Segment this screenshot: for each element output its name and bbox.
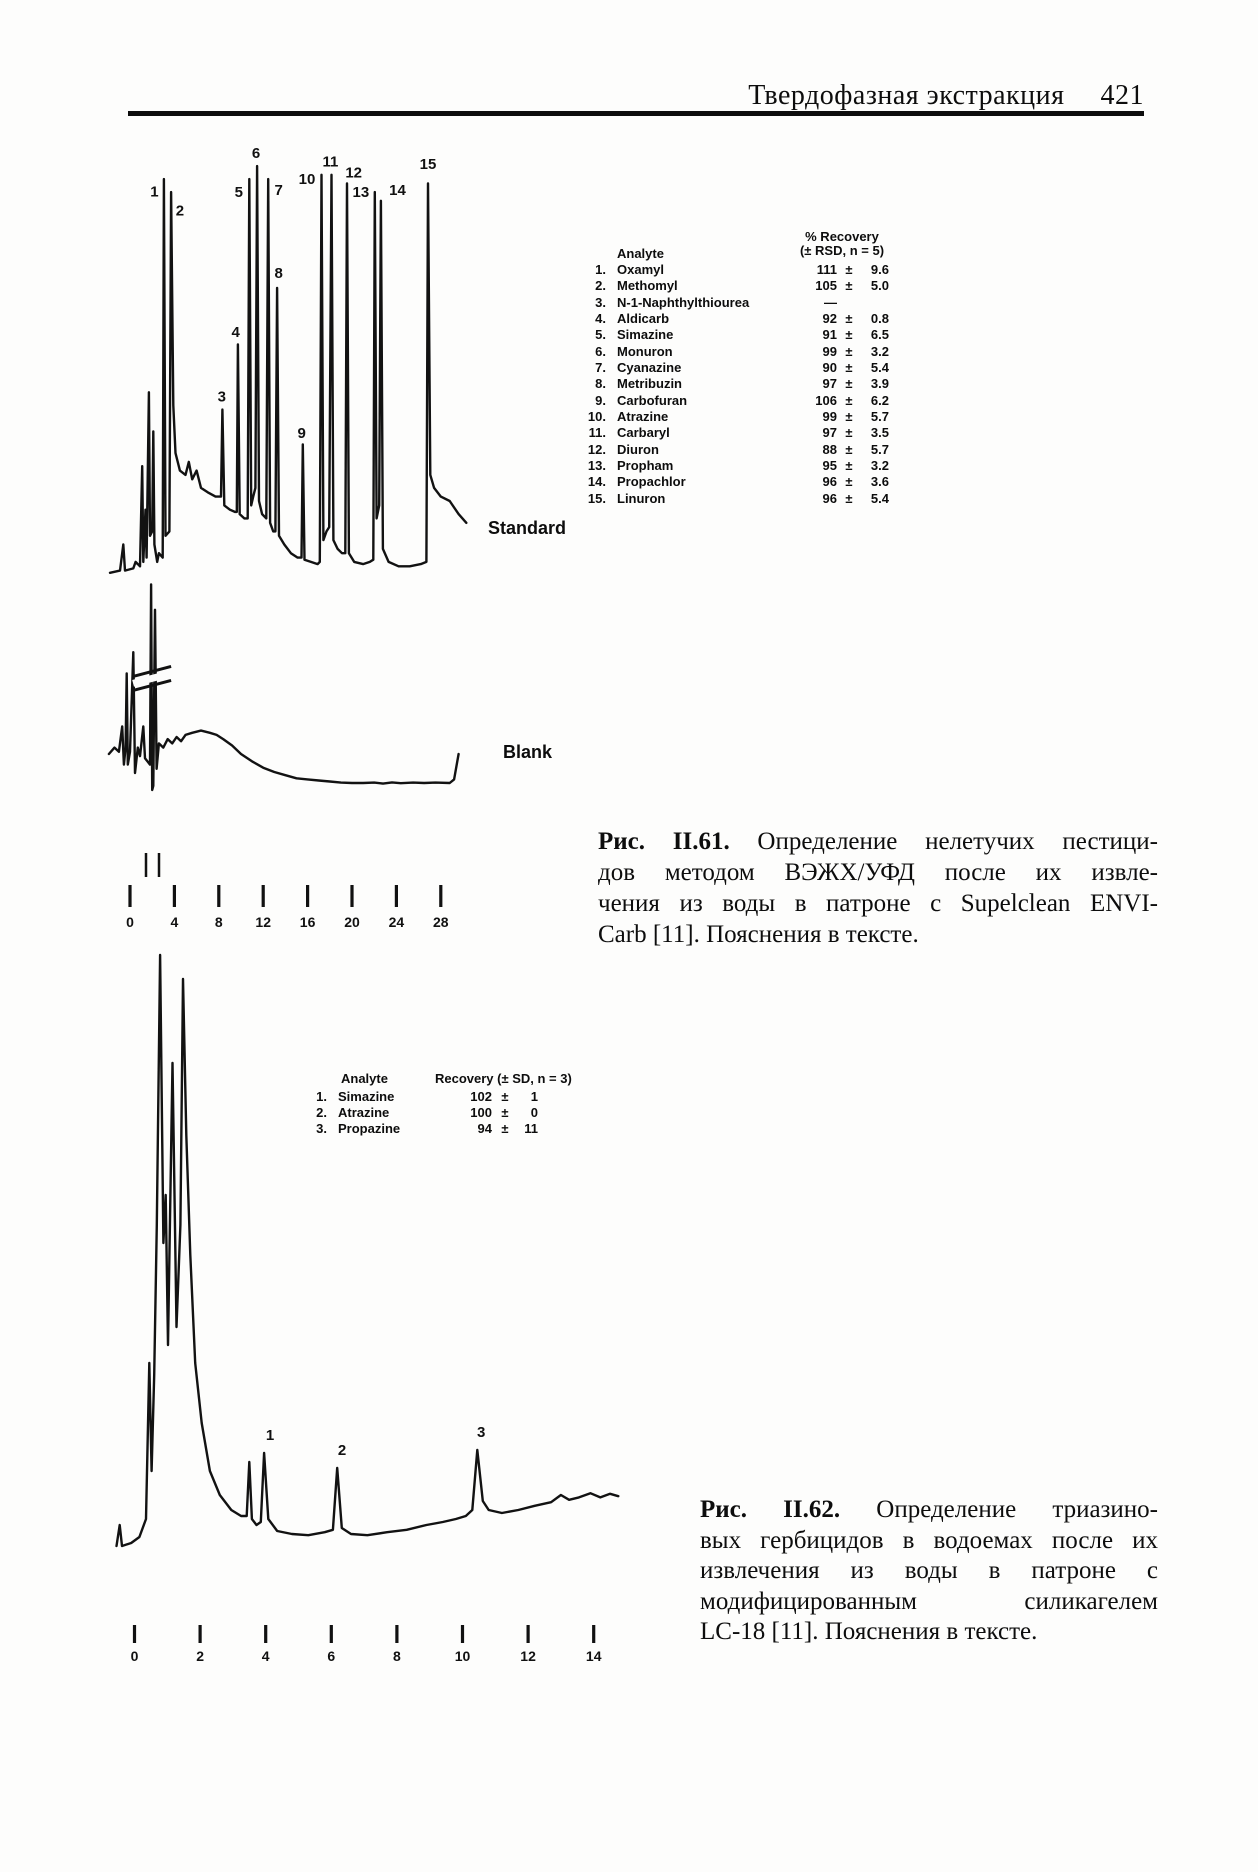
cell-number: 3. <box>316 1121 327 1137</box>
cell-recovery: 97 <box>822 376 837 392</box>
peak-label: 5 <box>234 184 243 202</box>
axis-tick-label: 24 <box>388 914 405 930</box>
recovery-column-header <box>772 230 912 258</box>
cell-number: 1. <box>316 1089 327 1104</box>
cell-plusminus: ± <box>845 474 853 490</box>
cell-plusminus: ± <box>501 1121 509 1137</box>
peak-label: 9 <box>297 425 306 443</box>
axis-tick-label: 8 <box>393 1648 401 1664</box>
caption-text-line: модифицированным силикагелем <box>700 1587 1158 1615</box>
cell-recovery: 90 <box>822 360 837 376</box>
axis-tick-label: 6 <box>327 1648 336 1664</box>
cell-plusminus: ± <box>845 343 853 359</box>
cell-plusminus: ± <box>845 409 853 425</box>
cell-deviation: 0.8 <box>870 311 889 327</box>
cell-deviation: 5.4 <box>870 360 889 376</box>
cell-deviation: 6.2 <box>870 392 889 408</box>
cell-recovery: 100 <box>470 1105 492 1121</box>
cell-number: 8. <box>595 376 606 392</box>
axis-tick-label: 2 <box>196 1648 204 1664</box>
cell-analyte: Simazine <box>338 1089 395 1104</box>
peak-label: 6 <box>251 145 261 162</box>
cell-recovery: 95 <box>822 458 837 474</box>
cell-plusminus: ± <box>845 278 853 294</box>
cell-number: 2. <box>316 1105 327 1121</box>
cell-analyte: Methomyl <box>617 278 678 294</box>
cell-deviation: 3.2 <box>870 458 889 474</box>
axis-tick-label: 8 <box>214 914 223 930</box>
peak-label: 2 <box>337 1442 347 1459</box>
cell-number: 6. <box>595 343 606 359</box>
cell-number: 11. <box>588 425 606 441</box>
peak-label: 15 <box>419 155 437 173</box>
analyte-column-header: Analyte <box>617 246 664 261</box>
cell-number: 10. <box>587 409 606 425</box>
chromatogram-standard <box>105 128 505 598</box>
cell-plusminus: ± <box>501 1089 509 1104</box>
cell-deviation: 0 <box>530 1105 538 1121</box>
cell-plusminus: ± <box>845 441 853 457</box>
cell-analyte: Simazine <box>617 327 674 343</box>
recovery-table-fig2 <box>303 1089 538 1138</box>
caption-text-line: Определение нелетучих пестици- <box>729 828 1158 855</box>
cell-analyte: Cyanazine <box>617 360 682 376</box>
peak-label: 3 <box>217 388 226 406</box>
chromatogram-triazines <box>98 948 658 1568</box>
cell-recovery: 96 <box>822 474 837 490</box>
caption-text-line: извлечения из воды в патроне с <box>700 1557 1158 1584</box>
figure-caption-II-62 <box>700 1495 1158 1648</box>
cell-recovery: 105 <box>815 278 837 294</box>
cell-number: 13. <box>587 458 606 474</box>
chromatogram-blank <box>105 568 505 808</box>
cell-analyte: Propham <box>617 458 674 474</box>
page-header <box>748 80 1144 112</box>
axis-tick-label: 20 <box>344 914 360 930</box>
cell-analyte: Metribuzin <box>617 376 682 392</box>
axis-tick-label: 28 <box>433 914 449 930</box>
cell-analyte: Atrazine <box>338 1105 390 1121</box>
figure-caption-II-61 <box>598 826 1158 950</box>
cell-analyte: Carbofuran <box>617 392 688 408</box>
cell-plusminus: ± <box>845 262 853 277</box>
cell-plusminus: ± <box>845 311 853 327</box>
analyte-column-header: Analyte <box>341 1071 388 1086</box>
recovery-header-line1: % Recovery <box>805 229 879 244</box>
trace-line <box>117 955 619 1546</box>
cell-analyte: Diuron <box>617 441 659 457</box>
cell-analyte: Monuron <box>617 343 673 359</box>
cell-recovery: 97 <box>822 425 837 441</box>
cell-recovery: 94 <box>477 1121 492 1137</box>
cell-number: 5. <box>595 327 606 343</box>
cell-analyte: N-1-Naphthylthiourea <box>617 294 750 310</box>
cell-recovery: 99 <box>822 409 837 425</box>
cell-analyte: Oxamyl <box>617 262 664 277</box>
axis-tick-label: 12 <box>520 1648 536 1664</box>
peak-label: 4 <box>231 323 240 341</box>
cell-number: 2. <box>595 278 606 294</box>
cell-number: 3. <box>595 294 606 310</box>
cell-analyte: Carbaryl <box>617 425 670 441</box>
caption-text-line: дов методом ВЭЖХ/УФД после их извле- <box>598 859 1158 886</box>
cell-recovery: 88 <box>822 441 837 457</box>
axis-tick-label: 4 <box>170 914 179 930</box>
cell-deviation <box>861 295 889 311</box>
cell-deviation: 5.7 <box>870 409 889 425</box>
cell-plusminus: ± <box>845 327 853 343</box>
cell-number: 4. <box>595 311 606 327</box>
peak-label: 14 <box>389 182 406 199</box>
cell-deviation: 3.6 <box>870 474 889 490</box>
running-title: Твердофазная экстракция <box>748 80 1065 111</box>
header-rule <box>128 111 1144 116</box>
peak-label: 13 <box>352 184 370 202</box>
cell-plusminus: ± <box>501 1105 509 1121</box>
cell-number: 15. <box>587 490 606 506</box>
cell-plusminus: ± <box>845 490 853 506</box>
cell-deviation: 3.2 <box>870 343 889 359</box>
cell-recovery: 106 <box>815 392 837 408</box>
cell-plusminus: ± <box>845 425 853 441</box>
cell-plusminus: ± <box>845 360 853 376</box>
cell-number: 12. <box>587 441 606 457</box>
cell-analyte: Aldicarb <box>617 311 670 327</box>
recovery-column-header: Recovery (± SD, n = 3) <box>435 1071 572 1086</box>
time-axis-fig2 <box>98 1613 658 1683</box>
axis-tick-label: 16 <box>299 914 316 930</box>
axis-tick-label: 4 <box>261 1648 270 1664</box>
cell-number: 1. <box>595 262 606 277</box>
cell-analyte: Propachlor <box>617 474 686 490</box>
peak-label: 3 <box>477 1424 486 1441</box>
peak-label: 12 <box>345 164 363 182</box>
cell-recovery: 91 <box>822 327 837 343</box>
peak-label: 1 <box>265 1427 275 1444</box>
cell-plusminus <box>837 295 861 311</box>
figure-label: Рис. II.62. <box>700 1496 841 1523</box>
peak-label: 8 <box>274 265 283 283</box>
cell-plusminus: ± <box>845 458 853 474</box>
peak-label: 11 <box>322 153 339 171</box>
axis-tick-label: 12 <box>255 914 271 930</box>
peak-label: 1 <box>150 183 159 201</box>
axis-tick-label: 14 <box>585 1648 602 1664</box>
caption-text-line: Carb [11]. Пояснения в тексте. <box>598 921 919 948</box>
cell-recovery: 102 <box>470 1089 492 1104</box>
caption-text-line: чения из воды в патроне с Supelclean ENVI- <box>598 890 1158 917</box>
cell-deviation: 5.7 <box>870 441 889 457</box>
cell-number: 14. <box>587 474 606 490</box>
time-axis-fig1 <box>105 845 505 940</box>
cell-deviation: 1 <box>530 1089 538 1104</box>
trace-line <box>110 166 466 573</box>
recovery-table-fig1 <box>556 262 889 507</box>
trace-line <box>109 584 459 790</box>
cell-deviation: 11 <box>524 1121 538 1137</box>
standard-trace-label: Standard <box>488 518 567 538</box>
cell-deviation: 3.9 <box>870 376 889 392</box>
recovery-header-line2: (± RSD, n = 5) <box>799 243 885 258</box>
cell-analyte: Propazine <box>338 1121 401 1137</box>
axis-tick-label: 10 <box>454 1648 471 1664</box>
peak-label: 7 <box>274 182 283 199</box>
cell-recovery: 99 <box>822 343 837 359</box>
cell-number: 9. <box>595 392 606 408</box>
cell-deviation: 5.4 <box>870 490 889 506</box>
cell-deviation: 5.0 <box>870 278 889 294</box>
caption-text-line: вых гербицидов в водоемах после их <box>700 1526 1158 1554</box>
cell-analyte: Atrazine <box>617 409 669 425</box>
cell-number: 7. <box>595 360 606 376</box>
cell-analyte: Linuron <box>617 490 666 506</box>
cell-plusminus: ± <box>845 392 853 408</box>
cell-recovery: 111 <box>816 262 837 277</box>
page-number: 421 <box>1100 80 1144 111</box>
cell-deviation: 6.5 <box>870 327 889 343</box>
cell-deviation: 3.5 <box>870 425 889 441</box>
axis-tick-label: 0 <box>126 914 134 930</box>
axis-tick-label: 0 <box>130 1648 139 1664</box>
cell-deviation: 9.6 <box>870 262 889 277</box>
cell-plusminus: ± <box>845 376 853 392</box>
caption-text-line: LC-18 [11]. Пояснения в тексте. <box>700 1618 1038 1645</box>
cell-recovery: 96 <box>822 490 837 506</box>
cell-recovery: 92 <box>822 311 837 327</box>
peak-label: 2 <box>175 202 185 220</box>
blank-trace-label: Blank <box>503 742 553 762</box>
figure-label: Рис. II.61. <box>598 828 730 855</box>
peak-label: 10 <box>298 171 316 189</box>
caption-text-line: Определение триазино- <box>840 1496 1159 1523</box>
cell-recovery: — <box>824 294 837 310</box>
